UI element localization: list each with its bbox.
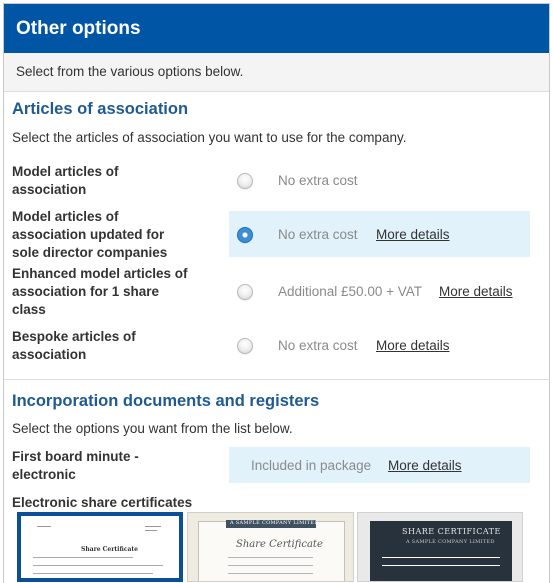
panel-intro: Select from the various options below. (4, 53, 549, 92)
article-option-label-model: Model articles of association (12, 164, 119, 197)
article-option-radio-bespoke[interactable] (237, 338, 253, 354)
article-option-cost-sole-director: No extra cost (278, 227, 358, 242)
share-certificate-design-3[interactable] (357, 512, 523, 582)
article-option-radio-sole-director[interactable] (237, 227, 253, 243)
panel-title: Other options (4, 4, 549, 53)
share-certificate-design-2-heading: Share Certificate (236, 539, 323, 550)
incorporation-section-description: Select the options you want from the list below. (12, 421, 293, 436)
article-option-cost-enhanced: Additional £50.00 + VAT (278, 284, 422, 299)
article-option-cost-model: No extra cost (278, 173, 358, 188)
article-option-cost-bespoke: No extra cost (278, 338, 358, 353)
share-certificate-design-1-heading: Share Certificate (81, 546, 138, 553)
article-option-more-details-enhanced[interactable]: More details (439, 284, 513, 299)
first-board-minute-more-details[interactable]: More details (388, 458, 462, 473)
incorporation-section-title: Incorporation documents and registers (12, 392, 320, 410)
article-option-radio-enhanced[interactable] (237, 284, 253, 300)
first-board-minute-status: Included in package (251, 458, 372, 473)
articles-section-title: Articles of association (12, 100, 189, 118)
article-option-label-sole-director: Model articles of association updated for sole director companies (12, 209, 168, 260)
article-option-more-details-sole-director[interactable]: More details (376, 227, 450, 242)
article-option-radio-model[interactable] (237, 173, 253, 189)
share-certificate-design-2-company: A SAMPLE COMPANY LIMITED (230, 520, 319, 526)
article-option-more-details-bespoke[interactable]: More details (376, 338, 450, 353)
article-option-label-bespoke: Bespoke articles of association (12, 329, 136, 362)
share-certificate-design-3-company: A SAMPLE COMPANY LIMITED (406, 539, 495, 545)
section-divider (4, 379, 550, 380)
first-board-minute-label: First board minute - electronic (12, 449, 139, 482)
article-option-label-enhanced: Enhanced model articles of association for 1 share class (12, 266, 188, 317)
share-certificate-design-2[interactable] (187, 512, 354, 582)
share-certificates-label: Electronic share certificates (12, 495, 193, 510)
share-certificate-design-1[interactable] (17, 512, 183, 582)
share-certificate-design-3-heading: SHARE CERTIFICATE (402, 527, 501, 536)
articles-section-description: Select the articles of association you want to use for the company. (12, 130, 407, 145)
